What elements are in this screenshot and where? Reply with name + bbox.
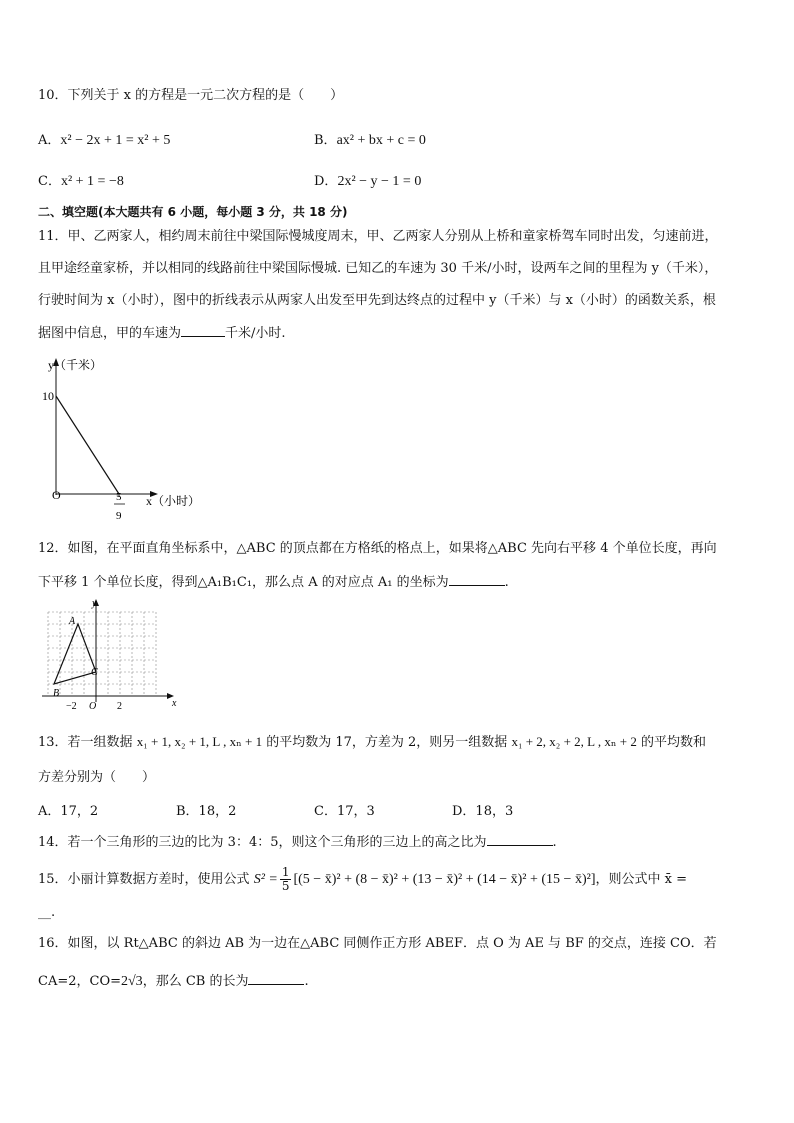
q13-data-set-2: x₁ + 2, x₂ + 2, L , xₙ + 2 <box>511 734 637 749</box>
q10-option-a: A．x² − 2x + 1 = x² + 5 <box>38 133 171 148</box>
q12-tick-neg2: −2 <box>66 701 77 712</box>
q12-label-x: x <box>172 698 177 709</box>
q12-label-origin: O <box>89 701 97 712</box>
q13-option-c: C．17，3 <box>314 804 375 819</box>
q11-origin: O <box>52 488 61 502</box>
q11-y-tick-label: 10 <box>42 389 54 403</box>
q12-line-1: 12．如图，在平面直角坐标系中，△ABC 的顶点都在方格纸的格点上，如果将△ABC 先向右平移 4 个单位长度，再向 <box>38 541 717 556</box>
q14-text: 14．若一个三角形的三边的比为 3：4：5，则这个三角形的三边上的高之比为 . <box>38 832 557 853</box>
q15-line-1: 15．小丽计算数据方差时，使用公式 S² = $\frac{1}{5}$ [(5 − x̄)² + (8 − x̄)² + (13 − x̄)² + (14 − x̄)² + (15 − x̄)²]，则公式中 x̄ = <box>38 865 687 893</box>
q10-option-d: D．2x² − y − 1 = 0 <box>314 174 422 189</box>
q10-option-c-expr: x² + 1 = −8 <box>60 174 124 189</box>
q11-polyline <box>56 396 119 494</box>
q11-y-label: y（千米） <box>48 358 103 372</box>
q13-line-1: 13．若一组数据 x₁ + 1, x₂ + 1, L , xₙ + 1 的平均数为 17，方差为 2，则另一组数据 x₁ + 2, x₂ + 2, L , xₙ + 2 的平均数和 <box>38 734 706 750</box>
q12-tick-pos2: 2 <box>117 701 122 712</box>
q10-stem: 10．下列关于 x 的方程是一元二次方程的是（ ） <box>38 88 344 103</box>
q11-line-2: 且甲途经童家桥，并以相同的线路前往中梁国际慢城. 已知乙的车速为 30 千米/小时，设两车之间的里程为 y（千米）， <box>38 261 718 276</box>
q10-option-b: B．ax² + bx + c = 0 <box>314 133 426 148</box>
q16-radical: 2√3 <box>121 974 143 989</box>
q11-line-1: 11．甲、乙两家人，相约周末前往中梁国际慢城度周末，甲、乙两家人分别从上桥和童家桥驾车同时出发，匀速前进， <box>38 229 718 244</box>
q11-answer-blank <box>181 323 225 337</box>
section-heading: 二、填空题(本大题共有 6 小题，每小题 3 分，共 18 分) <box>38 205 348 219</box>
q10-option-b-expr: ax² + bx + c = 0 <box>336 133 426 148</box>
q13-option-d: D．18，3 <box>452 804 514 819</box>
q11-x-label: x（小时） <box>146 494 201 508</box>
q12-label-y: y <box>92 598 97 609</box>
q12-answer-blank <box>449 572 505 586</box>
q16-line-2: CA=2，CO=2√3，那么 CB 的长为 . <box>38 971 309 992</box>
q11-line-4: 据图中信息，甲的车速为 千米/小时. <box>38 323 286 344</box>
q12-line-2: 下平移 1 个单位长度，得到△A₁B₁C₁，那么点 A 的对应点 A₁ 的坐标为 . <box>38 572 509 593</box>
q12-label-a: A <box>69 616 76 627</box>
q15-formula-lhs: S² = <box>253 872 278 887</box>
q12-label-b: B <box>53 688 60 699</box>
q11-graph <box>30 352 230 527</box>
q12-grid-lines <box>48 612 156 696</box>
q12-label-c: C <box>91 667 98 678</box>
q12-grid-figure <box>36 596 186 716</box>
q15-fraction: $\frac{1}{5}$ <box>281 865 290 893</box>
q10-option-a-expr: x² − 2x + 1 = x² + 5 <box>60 133 171 148</box>
q11-x-tick-den: 9 <box>116 510 122 522</box>
q13-data-set-1: x₁ + 1, x₂ + 1, L , xₙ + 1 <box>136 734 263 749</box>
q16-line-1: 16．如图，以 Rt△ABC 的斜边 AB 为一边在△ABC 同侧作正方形 ABEF．点 O 为 AE 与 BF 的交点，连接 CO．若 <box>38 936 717 951</box>
q13-option-b: B．18，2 <box>176 804 237 819</box>
q14-answer-blank <box>487 832 553 846</box>
q10-option-c: C．x² + 1 = −8 <box>38 174 124 189</box>
q15-formula-body: [(5 − x̄)² + (8 − x̄)² + (13 − x̄)² + (14 − x̄)² + (15 − x̄)²] <box>293 872 596 887</box>
q11-x-tick-num: 5 <box>116 491 122 503</box>
q16-answer-blank <box>248 971 304 985</box>
q13-option-a: A．17，2 <box>38 804 99 819</box>
q13-line-2: 方差分别为（ ） <box>38 770 156 785</box>
q10-option-d-expr: 2x² − y − 1 = 0 <box>337 174 422 189</box>
q15-line-2: __. <box>38 905 56 920</box>
q11-line-3: 行驶时间为 x（小时），图中的折线表示从两家人出发至甲先到达终点的过程中 y（千米）与 x（小时）的函数关系，根 <box>38 293 716 308</box>
